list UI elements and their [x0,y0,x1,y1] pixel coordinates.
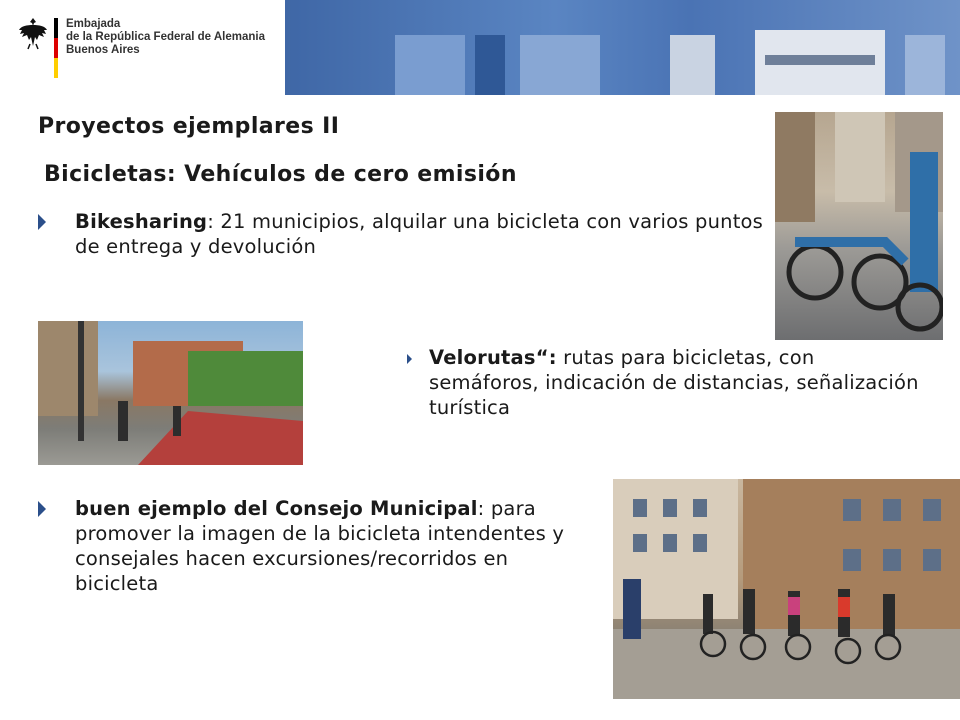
bullet-bold-text: buen ejemplo del Consejo Municipal [75,497,478,520]
bullet-velorutas [429,345,929,420]
embassy-name [66,18,265,57]
chevron-right-icon [38,501,46,517]
header-banner-image [285,0,960,95]
embassy-line-1: Embajada [66,18,121,30]
german-flag-bar [54,18,58,78]
bullet-bikesharing [75,209,765,259]
velorutas-photo [38,321,303,465]
bikesharing-photo [775,112,943,340]
bullet-consejo-municipal [75,496,595,596]
embassy-line-3: Buenos Aires [66,44,140,56]
chevron-right-icon [38,214,46,230]
chevron-right-icon [407,354,412,364]
embassy-line-2: de la República Federal de Alemania [66,31,265,43]
bullet-body-text: : 21 municipios, alquilar una bicicleta con varios puntos de entrega y devolución [75,210,764,258]
council-cycling-photo [613,479,960,699]
slide-subtitle: Bicicletas: Vehículos de cero emisión [44,162,517,187]
bullet-bold-text: Bikesharing [75,210,208,233]
federal-eagle-icon [18,16,48,50]
bullet-body-text: rutas para bicicletas, con semáforos, indicación de distancias, señalización turística [429,346,919,419]
header [0,0,960,96]
bullet-bold-text: Velorutas“: [429,346,557,369]
slide-title: Proyectos ejemplares II [38,114,340,139]
bullet-body-text: : para promover la imagen de la bicicleta intendentes y consejales hacen excursiones/recorridos en bicicleta [75,497,565,595]
